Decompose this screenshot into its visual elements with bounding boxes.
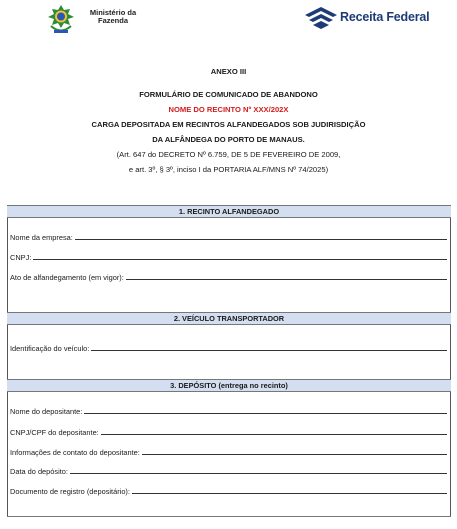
fill-line[interactable] (126, 279, 447, 280)
fill-line[interactable] (84, 413, 447, 414)
ministry-line-1: Ministério da (89, 8, 137, 17)
fill-line[interactable] (132, 493, 447, 494)
fill-line[interactable] (33, 259, 447, 260)
fill-line[interactable] (75, 239, 447, 240)
recinto-name: NOME DO RECINTO Nº XXX/202X (168, 105, 289, 114)
field-depositor-name[interactable] (10, 407, 447, 416)
field-deposit-date[interactable] (10, 467, 447, 476)
ministry-name (78, 9, 148, 25)
field-cnpj[interactable] (10, 253, 447, 262)
field-label: Documento de registro (depositário): (10, 487, 130, 496)
field-depositor-contact[interactable] (10, 448, 447, 457)
field-label: CNPJ/CPF do depositante: (10, 428, 99, 437)
fill-line[interactable] (91, 350, 447, 351)
section-header-deposit: 3. DEPÓSITO (entrega no recinto) (7, 379, 451, 392)
brazil-coat-of-arms-icon (46, 4, 76, 36)
document-header (0, 0, 457, 40)
abandonment-form (7, 205, 451, 517)
field-label: Nome da empresa: (10, 233, 73, 242)
annex-title: ANEXO III (210, 67, 247, 76)
field-label: CNPJ: (10, 253, 32, 262)
form-right-border (450, 205, 451, 517)
field-label: Nome do depositante: (10, 407, 83, 416)
section-header-recinto: 1. RECINTO ALFANDEGADO (7, 205, 451, 218)
receita-federal-logo-icon (303, 5, 339, 31)
form-bottom-border (7, 516, 451, 517)
field-label: Informações de contato do depositante: (10, 448, 140, 457)
form-left-border (7, 205, 8, 517)
field-company-name[interactable] (10, 233, 447, 242)
section-header-vehicle: 2. VEÍCULO TRANSPORTADOR (7, 312, 451, 325)
fill-line[interactable] (142, 454, 447, 455)
customs-line: DA ALFÂNDEGA DO PORTO DE MANAUS. (152, 135, 305, 144)
field-customs-act[interactable] (10, 273, 447, 282)
document-titles (0, 64, 457, 177)
field-depositor-document[interactable] (10, 428, 447, 437)
cargo-line: CARGA DEPOSITADA EM RECINTOS ALFANDEGADOS SOB JUDIRISDIÇÃO (91, 120, 366, 129)
field-label: Data do depósito: (10, 467, 68, 476)
ministry-line-2: Fazenda (97, 16, 128, 25)
law-reference-1: (Art. 647 do DECRETO Nº 6.759, DE 5 DE FEVEREIRO DE 2009, (116, 150, 341, 159)
agency-name: Receita Federal (340, 10, 430, 24)
field-label: Identificação do veículo: (10, 344, 90, 353)
field-vehicle-id[interactable] (10, 344, 447, 353)
field-registry-document[interactable] (10, 487, 447, 496)
fill-line[interactable] (101, 434, 447, 435)
form-title: FORMULÁRIO DE COMUNICADO DE ABANDONO (139, 90, 318, 99)
law-reference-2: e art. 3º, § 3º, inciso I da PORTARIA ALF/MNS Nº 74/2025) (128, 165, 329, 174)
fill-line[interactable] (70, 473, 447, 474)
field-label: Ato de alfandegamento (em vigor): (10, 273, 124, 282)
